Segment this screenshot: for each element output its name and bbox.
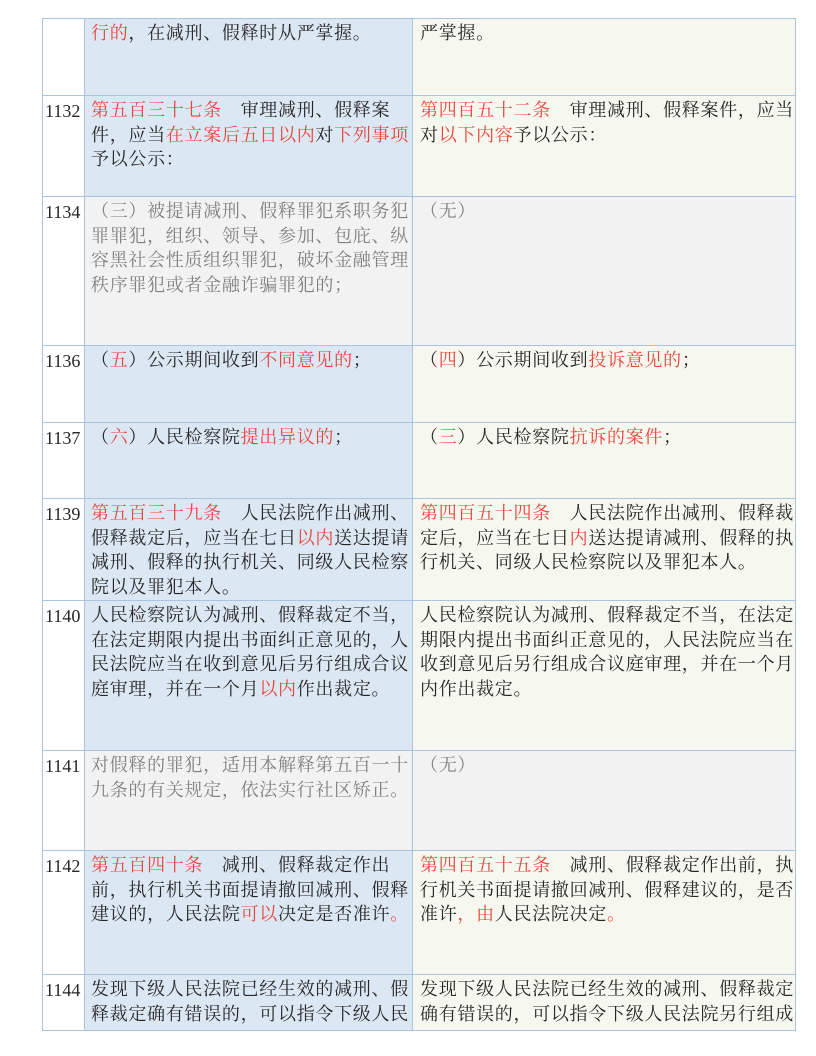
text-line xyxy=(420,903,795,928)
table-row xyxy=(43,423,796,499)
highlighted-text: 。 xyxy=(390,904,409,925)
text-line xyxy=(420,653,795,678)
table-row xyxy=(43,601,796,751)
text-segment: 作出裁定。 xyxy=(296,678,391,700)
highlighted-text: 第五百三十九条 xyxy=(91,503,222,524)
text-line xyxy=(420,426,795,451)
text-line xyxy=(420,349,795,374)
text-line xyxy=(91,1003,412,1028)
text-line xyxy=(420,629,795,654)
comparison-table-wrapper xyxy=(42,18,795,1031)
text-segment: 假释裁定后，应当在七日 xyxy=(91,527,297,549)
right-provision-cell xyxy=(413,96,796,197)
left-provision-cell xyxy=(85,751,413,851)
text-segment: 减刑、假释裁定作出前，执 xyxy=(550,855,795,876)
row-number: 1139 xyxy=(43,499,85,601)
table-row xyxy=(43,851,796,975)
text-segment: ； xyxy=(681,350,701,371)
left-provision-cell xyxy=(85,423,413,499)
highlighted-text: 第四百五十五条 xyxy=(420,855,551,876)
text-line xyxy=(420,1003,795,1028)
table-row xyxy=(43,751,796,851)
highlighted-text: 下列事项 xyxy=(334,124,409,146)
text-segment: 严掌握。 xyxy=(420,23,495,44)
left-provision-cell xyxy=(85,975,413,1031)
text-line xyxy=(420,854,795,879)
text-line xyxy=(420,551,795,576)
left-provision-cell xyxy=(85,499,413,601)
text-segment: 对假释的罪犯，适用本解释第五百一十 xyxy=(91,755,409,776)
text-line xyxy=(91,978,412,1003)
left-provision-cell xyxy=(85,601,413,751)
text-segment: 建议的，人民法院 xyxy=(91,904,241,925)
text-segment: 予以公示： xyxy=(91,149,185,170)
table-row xyxy=(43,96,796,197)
row-number: 1137 xyxy=(43,423,85,499)
right-provision-cell xyxy=(413,499,796,601)
text-line xyxy=(91,903,412,928)
text-segment: 定后，应当在七日 xyxy=(420,527,570,549)
text-line xyxy=(420,604,795,629)
highlighted-text: 第四百五十二条 xyxy=(420,100,551,121)
left-provision-cell xyxy=(85,96,413,197)
text-line xyxy=(91,249,412,274)
table-row xyxy=(43,19,796,96)
text-line xyxy=(91,551,412,576)
text-segment: （ xyxy=(91,427,110,448)
text-segment: 送达提请减刑、假释的执 xyxy=(588,527,795,549)
text-segment: 予以公示： xyxy=(513,124,608,146)
text-line xyxy=(91,678,412,703)
comparison-table-body xyxy=(43,19,796,1031)
text-segment: ，在减刑、假释时从严掌握。 xyxy=(128,23,372,44)
text-segment: 件，应当 xyxy=(91,124,166,146)
table-row xyxy=(43,346,796,423)
text-segment: 前，执行机关书面提请撤回减刑、假释 xyxy=(91,879,409,901)
text-line xyxy=(420,678,795,703)
highlighted-text: ，由 xyxy=(457,904,495,925)
text-segment: 决定是否准许 xyxy=(278,904,391,925)
text-line xyxy=(91,854,412,879)
left-provision-cell xyxy=(85,346,413,423)
text-segment: ； xyxy=(352,350,372,371)
text-line xyxy=(420,99,795,124)
text-line xyxy=(420,22,795,47)
text-segment: 人民检察院认为减刑、假释裁定不当， xyxy=(91,605,409,626)
text-line xyxy=(91,124,412,149)
text-segment: 对 xyxy=(420,124,439,146)
text-line xyxy=(91,502,412,527)
highlighted-text: 抗诉的案件 xyxy=(569,427,664,448)
row-number: 1136 xyxy=(43,346,85,423)
text-segment: 送达提请 xyxy=(334,527,409,549)
highlighted-text: 在立案后五日以内 xyxy=(165,124,316,146)
text-segment: 减刑、假释裁定作出 xyxy=(203,855,391,876)
row-number: 1144 xyxy=(43,975,85,1031)
text-line xyxy=(91,576,412,601)
right-provision-cell xyxy=(413,197,796,346)
text-segment: ； xyxy=(663,427,682,448)
highlighted-text: 第五百三十七条 xyxy=(91,100,222,121)
right-provision-cell xyxy=(413,751,796,851)
text-segment: ）人民检察院 xyxy=(128,427,241,448)
text-line xyxy=(420,200,795,225)
text-segment: 民法院应当在收到意见后另行组成合议 xyxy=(91,654,409,675)
text-line xyxy=(91,22,412,47)
text-segment: 内作出裁定。 xyxy=(420,678,533,700)
text-segment: 在法定期限内提出书面纠正意见的，人 xyxy=(91,629,409,651)
text-line xyxy=(91,99,412,124)
text-segment: 秩序罪犯或者金融诈骗罪犯的； xyxy=(91,274,353,296)
highlighted-text: 四 xyxy=(438,350,458,371)
text-line xyxy=(420,754,795,779)
text-segment: 准许 xyxy=(420,904,458,925)
text-segment: （ xyxy=(420,427,439,448)
text-line xyxy=(91,604,412,629)
text-line xyxy=(91,879,412,904)
text-line xyxy=(91,148,412,173)
left-provision-cell xyxy=(85,19,413,96)
highlighted-text: 行的 xyxy=(91,23,129,44)
text-line xyxy=(91,527,412,552)
highlighted-text: 以下内容 xyxy=(438,124,514,146)
row-number: 1134 xyxy=(43,197,85,346)
highlighted-text: 提出异议的 xyxy=(240,427,335,448)
text-line xyxy=(91,629,412,654)
text-segment: 院以及罪犯本人。 xyxy=(91,576,241,598)
right-provision-cell xyxy=(413,423,796,499)
highlighted-text: 内 xyxy=(569,527,589,549)
text-segment: 发现下级人民法院已经生效的减刑、假释裁定 xyxy=(420,979,794,1000)
highlighted-text: 三 xyxy=(438,427,458,448)
text-segment: 期限内提出书面纠正意见的，人民法院应当在 xyxy=(420,629,794,651)
text-segment: 发现下级人民法院已经生效的减刑、假 xyxy=(91,979,409,1000)
row-number: 1141 xyxy=(43,751,85,851)
text-segment: （无） xyxy=(420,755,477,776)
row-number xyxy=(43,19,85,96)
right-provision-cell xyxy=(413,19,796,96)
text-line xyxy=(420,527,795,552)
text-segment: 审理减刑、假释案件，应当 xyxy=(550,100,795,121)
right-provision-cell xyxy=(413,346,796,423)
highlighted-text: 投诉意见的 xyxy=(588,350,682,371)
text-line xyxy=(91,200,412,225)
right-provision-cell xyxy=(413,975,796,1031)
text-segment: ）人民检察院 xyxy=(457,427,570,448)
row-number: 1140 xyxy=(43,601,85,751)
text-segment: 人民法院决定 xyxy=(494,904,608,925)
highlighted-text: 不同意见的 xyxy=(259,350,353,371)
text-line xyxy=(91,779,412,804)
highlighted-text: 以内 xyxy=(296,527,335,549)
right-provision-cell xyxy=(413,601,796,751)
text-segment: 减刑、假释的执行机关、同级人民检察 xyxy=(91,552,409,573)
left-provision-cell xyxy=(85,851,413,975)
highlighted-text: 第四百五十四条 xyxy=(420,503,551,524)
text-segment: 容黑社会性质组织罪犯，破坏金融管理 xyxy=(91,250,409,271)
text-segment: 对 xyxy=(315,124,335,146)
text-segment: ； xyxy=(334,427,353,448)
highlighted-text: 可以 xyxy=(240,904,279,925)
text-segment: ）公示期间收到 xyxy=(128,350,260,371)
text-line xyxy=(420,124,795,149)
text-segment: 审理减刑、假释案 xyxy=(221,100,391,121)
text-line xyxy=(420,879,795,904)
row-number: 1142 xyxy=(43,851,85,975)
text-segment: （ xyxy=(91,350,110,371)
text-segment: 罪罪犯，组织、领导、参加、包庇、纵 xyxy=(91,225,409,247)
text-segment: ）公示期间收到 xyxy=(457,350,589,371)
text-line xyxy=(420,502,795,527)
table-row xyxy=(43,197,796,346)
text-line xyxy=(420,978,795,1003)
text-segment: 九条的有关规定，依法实行社区矫正。 xyxy=(91,779,409,801)
highlighted-text: 。 xyxy=(607,904,626,925)
text-line xyxy=(91,426,412,451)
text-segment: 确有错误的，可以指令下级人民法院另行组成 xyxy=(420,1003,794,1025)
text-segment: 释裁定确有错误的，可以指令下级人民 xyxy=(91,1003,409,1025)
comparison-table xyxy=(42,18,796,1031)
text-segment: 收到意见后另行组成合议庭审理，并在一个月 xyxy=(420,654,794,675)
highlighted-text: 六 xyxy=(109,427,129,448)
table-row xyxy=(43,499,796,601)
highlighted-text: 五 xyxy=(109,350,129,371)
text-segment: 人民检察院认为减刑、假释裁定不当，在法定 xyxy=(420,605,794,626)
highlighted-text: 以内 xyxy=(259,678,297,700)
text-segment: 庭审理，并在一个月 xyxy=(91,678,260,700)
text-segment: 人民法院作出减刑、假释裁 xyxy=(550,503,795,524)
text-line xyxy=(91,754,412,779)
highlighted-text: 第五百四十条 xyxy=(91,855,204,876)
text-line xyxy=(91,274,412,299)
text-segment: 行机关、同级人民检察院以及罪犯本人。 xyxy=(420,552,757,573)
left-provision-cell xyxy=(85,197,413,346)
text-segment: （ xyxy=(420,350,439,371)
text-segment: （三）被提请减刑、假释罪犯系职务犯 xyxy=(91,201,409,222)
row-number: 1132 xyxy=(43,96,85,197)
text-line xyxy=(91,653,412,678)
text-segment: （无） xyxy=(420,201,477,222)
text-line xyxy=(91,225,412,250)
right-provision-cell xyxy=(413,851,796,975)
text-segment: 人民法院作出减刑、 xyxy=(221,503,409,524)
text-segment: 行机关书面提请撤回减刑、假释建议的，是否 xyxy=(420,879,794,901)
table-row xyxy=(43,975,796,1031)
text-line xyxy=(91,349,412,374)
